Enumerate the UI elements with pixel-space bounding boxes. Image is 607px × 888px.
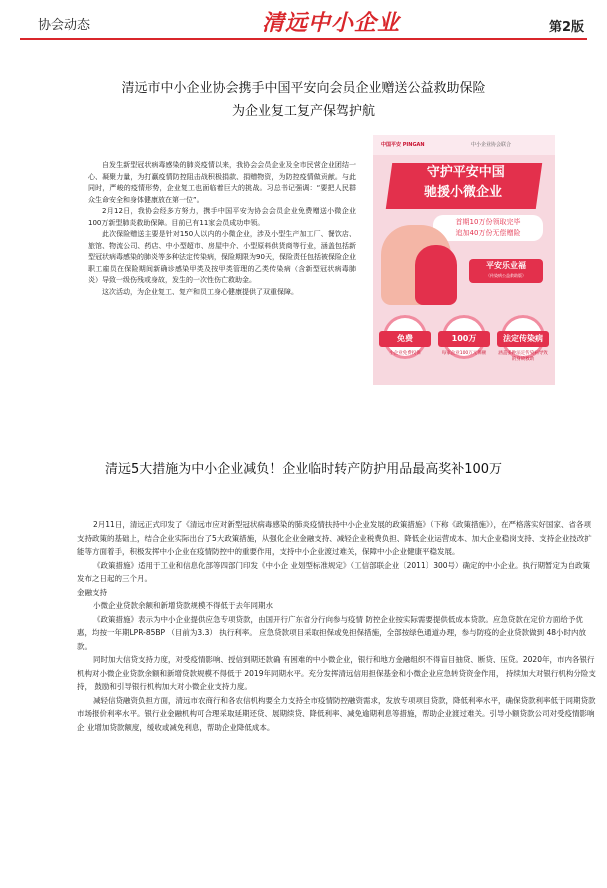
poster-headline	[386, 163, 542, 209]
caption-disease: 涵盖多种法定传染病导致的身故救助	[498, 351, 548, 362]
poster-subhead	[433, 215, 543, 241]
article2-paragraph: 同时加大信贷支持力度，对受疫情影响、授信到期还款确 有困难的中小微企业，银行和地方金融组织不得盲目抽贷、断贷、压贷。2020年，市内各银行机构对小微企业贷款余额和新增贷款规模不得低于 2019年同期水平。充分发挥清远信用担保基金和小微企业应急转贷资金作用， 持续加大对银行机构分险支持， 鼓励和引导银行机构加大对小微企业支持力度。	[77, 655, 596, 691]
poster-headline-2: 驰援小微企业	[424, 185, 503, 200]
article2-body	[77, 518, 597, 734]
article2-paragraph: 《政策措施》适用于工业和信息化部等四部门印发《中小企 业划型标准规定》（工信部联企业〔2011〕300号）确定的中小企业。执行期暂定为自政策发布之日起的三个月。	[77, 560, 591, 583]
poster-brand-left: 中国平安 PINGAN	[381, 142, 425, 148]
article2-paragraph: 减轻信贷融资负担方面，清远市农商行和各农信机构要全力支持全市疫情防控融资需求，发放专项项目贷款，降低利率水平，确保贷款利率低于同期贷款市场报价利率水平。银行业金融机构可合理采取延期还贷、展期续贷、降低利率、减免逾期利息等措施，帮助企业渡过难关。引导小额贷款公司对受疫情影响企 业增加贷款额度，缓收或减免利息，帮助企业降低成本。	[77, 695, 596, 732]
caption-amount: 每家企业100万元保额	[441, 351, 487, 356]
poster-headline-1: 守护平安中国	[426, 165, 505, 180]
article1-paragraph: 2月12日，我协会经多方努力，携手中国平安为协会会员企业免费赠送小微企业100万新型肺炎救助保障。目前已有11家会员成功申领。	[88, 207, 356, 227]
article1-title-line2: 为企业复工复产保驾护航	[231, 104, 375, 119]
poster-sub-1: 首期10万份领取完毕	[455, 218, 521, 226]
poster-brand-right: 中小企业协会联合	[471, 142, 512, 148]
page-header	[0, 0, 607, 38]
header-divider	[20, 38, 587, 40]
section-label: 协会动态	[38, 18, 91, 33]
insurance-poster	[373, 135, 555, 385]
person-illustration	[415, 245, 457, 305]
poster-plan-sub: （传染病公益救助版）	[486, 273, 526, 278]
article2-paragraph: 小微企业贷款余额和新增贷款规模不得低于去年同期水	[93, 601, 273, 610]
article1-body	[88, 160, 356, 298]
article2-paragraph: 《政策措施》表示为中小企业提供应急专项贷款，由国开行广东省分行向参与疫情 防控企业按实际需要提供低成本贷款。应急贷款在定价方面给予优惠，均按一年期LPR-85BP （目前为3.3） 执行利率。 应急贷款项目采取担保或免担保措施，全部按绿色通道办理，参与防疫的企业贷款做到 48小时内放款。	[77, 614, 587, 651]
article2-title: 清远5大措施为中小企业减负！企业临时转产防护用品最高奖补100万	[104, 462, 503, 477]
poster-plan-name: 平安乐业福	[486, 261, 526, 270]
article1-paragraph: 此次保险赠送主要是针对150人以内的小微企业，涉及小型生产加工厂、餐饮店、旅馆、物流公司、药店、中小型超市、房屋中介、小型原料供货商等行业，涵盖包括新型冠状病毒感染的肺炎等多种法定传染病，保险期限为90天，保险责任包括被保险企业职工雇员在保险期间新确诊感染甲类及按甲类管理的乙类传染病（含新型冠状病毒肺炎）导致一级伤残或身故，发生的一次性伤亡救助金。	[88, 230, 356, 284]
masthead-logo: 清远中小企业	[262, 10, 401, 36]
article1-paragraph: 自发生新型冠状病毒感染的肺炎疫情以来，我协会会员企业及全市民营企业团结一心、凝聚力量，为打赢疫情防控阻击战积极捐款、捐赠物资，为防控疫情做贡献。与此同时，严峻的疫情形势，企业复工也面临着巨大的挑战。习总书记强调：“要把人民群众生命安全和身体健康放在第一位”。	[88, 161, 356, 204]
page-number: 第2版	[549, 20, 585, 35]
caption-free: 小企业免费投保	[389, 351, 421, 356]
badge-disease: 法定传染病	[497, 331, 549, 347]
article1-paragraph: 这次活动，为企业复工、复产和员工身心健康提供了双重保障。	[102, 287, 298, 296]
article1-title-line1: 清远市中小企业协会携手中国平安向会员企业赠送公益救助保险	[121, 81, 486, 96]
badge-amount: 100万	[438, 331, 490, 347]
poster-sub-2: 追加40万份无偿赠险	[455, 229, 521, 237]
section-heading-finance: 金融支持	[77, 587, 107, 597]
poster-plan	[469, 259, 543, 283]
article2-paragraph: 2月11日，清远正式印发了《清远市应对新型冠状病毒感染的肺炎疫情扶持中小企业发展的政策措施》（下称《政策措施》），在严格落实好国家、省各项支持政策的基础上，结合企业实际出台了5大政策措施，从强化企业金融支持、减轻企业税费负担、降低企业运营成本、加大企业稳岗支持、支持企业技改扩能等方面着手，积极发挥中小企业在疫情防控中的重要作用，支持中小企业渡过难关，保障中小企业健康平稳发展。	[77, 520, 592, 556]
badge-free: 免费	[379, 331, 431, 347]
